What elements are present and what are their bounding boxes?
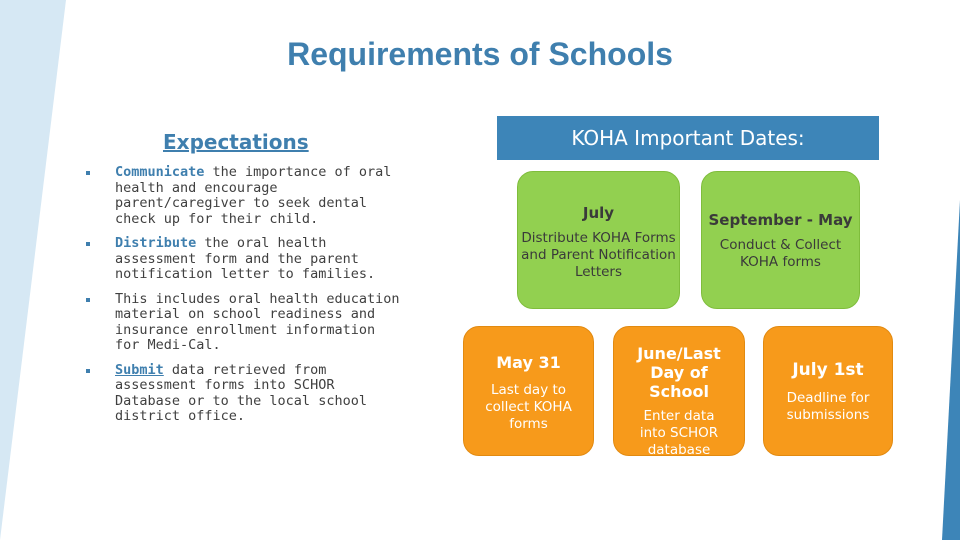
list-item <box>86 236 404 283</box>
koha-header-text: KOHA Important Dates: <box>571 126 805 150</box>
expectations-heading: Expectations <box>163 130 309 154</box>
date-card-title: June/Last Day of School <box>637 344 721 401</box>
bullet-marker <box>86 298 90 302</box>
date-card-july-1st <box>763 326 893 456</box>
right-decorative-band <box>920 0 960 540</box>
date-card-body: Distribute KOHA Forms and Parent Notification Letters <box>521 230 676 280</box>
list-item <box>86 363 404 425</box>
date-card-title: May 31 <box>496 353 561 372</box>
date-card-body: Enter data into SCHOR database <box>639 408 719 458</box>
bullet-marker <box>86 369 90 373</box>
left-decorative-band <box>0 0 68 540</box>
bullet-text: the oral health assessment form and the parent notification letter to families. <box>115 235 376 282</box>
bullet-text: the importance of oral health and encourage parent/caregiver to seek dental check up for their child. <box>115 164 392 227</box>
bullet-keyword: Submit <box>115 361 164 378</box>
bullet-text: data retrieved from assessment forms into SCHOR Database or to the local school district office. <box>115 361 367 424</box>
date-card-title: July 1st <box>792 360 864 380</box>
bullet-keyword: Distribute <box>115 235 197 251</box>
date-card-body: Last day to collect KOHA forms <box>485 382 572 432</box>
date-card-july <box>517 171 680 309</box>
date-card-body: Conduct & Collect KOHA forms <box>719 237 842 270</box>
date-card-title: July <box>582 204 615 222</box>
date-card-june-last-day <box>613 326 745 456</box>
bullet-marker <box>86 242 90 246</box>
date-card-title: September - May <box>708 211 853 229</box>
bullet-keyword: Communicate <box>115 164 205 180</box>
list-item <box>86 292 404 354</box>
koha-dates-header <box>497 116 879 160</box>
date-card-may-31 <box>463 326 594 456</box>
date-card-body: Deadline for submissions <box>786 390 870 423</box>
page-title: Requirements of Schools <box>287 36 673 72</box>
list-item <box>86 165 404 227</box>
date-card-september-may <box>701 171 860 309</box>
expectations-list <box>86 165 404 434</box>
bullet-marker <box>86 171 90 175</box>
bullet-text: This includes oral health education material on school readiness and insurance enrollment information for Medi-Cal. <box>115 290 400 353</box>
